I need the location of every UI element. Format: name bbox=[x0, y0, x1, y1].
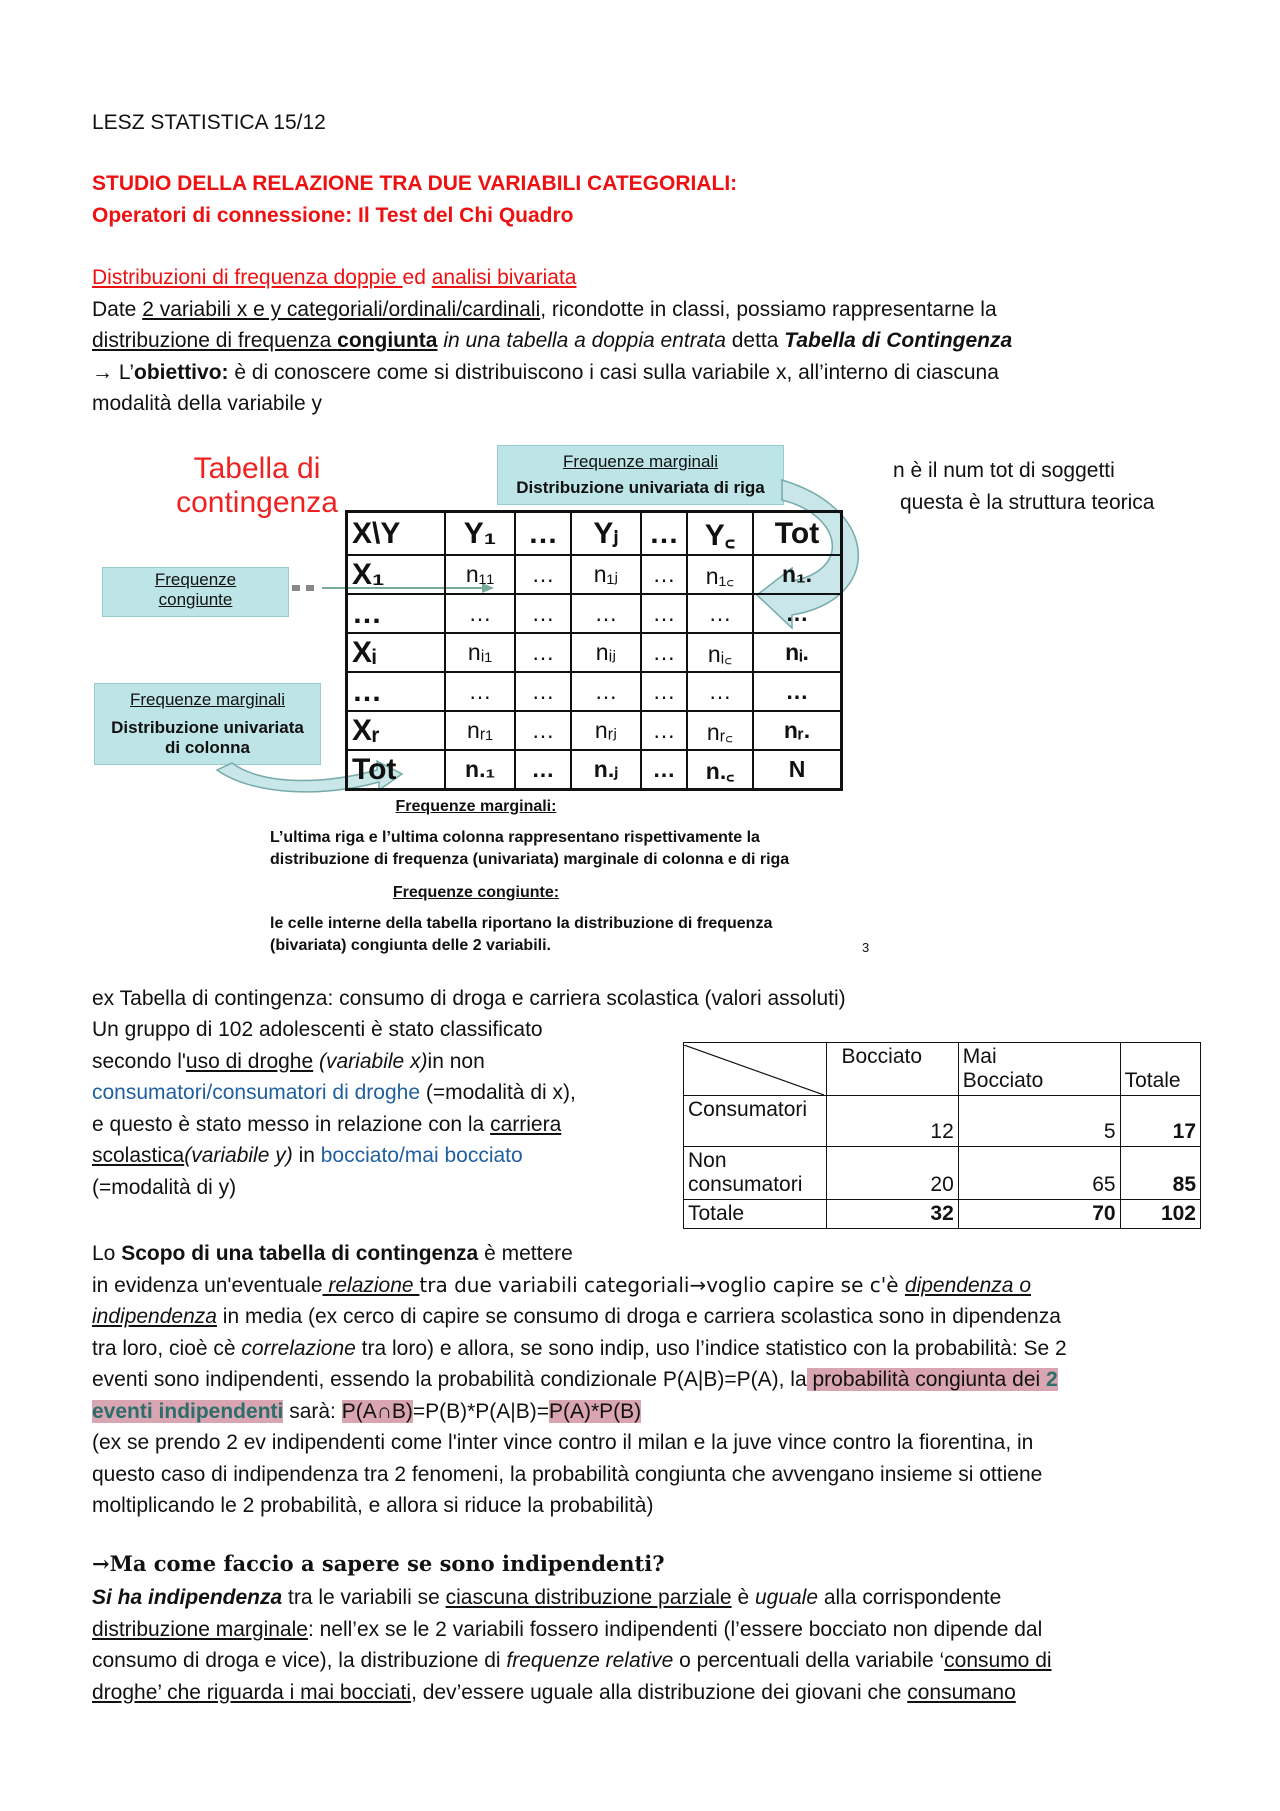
example-title: ex Tabella di contingenza: consumo di droga e carriera scolastica (valori assoluti) bbox=[92, 987, 846, 1010]
table-header-cell: Yⱼ bbox=[571, 512, 641, 556]
table-cell: … bbox=[445, 594, 515, 633]
cell-value: 20 bbox=[827, 1147, 958, 1200]
section-title: STUDIO DELLA RELAZIONE TRA DUE VARIABILI CATEGORIALI: bbox=[92, 172, 738, 195]
table-cell: … bbox=[515, 750, 571, 790]
cell-total: 85 bbox=[1120, 1147, 1200, 1200]
table-cell: nᵣ. bbox=[753, 711, 842, 750]
intro-line-4: modalità della variabile y bbox=[92, 392, 322, 415]
table-header-cell: Tot bbox=[753, 512, 842, 556]
table-cell: n.₁ bbox=[445, 750, 515, 790]
box-marginal-column: Frequenze marginali Distribuzione univariata di colonna bbox=[94, 683, 321, 765]
slide-figure bbox=[92, 440, 882, 970]
doc-header: LESZ STATISTICA 15/12 bbox=[92, 111, 326, 134]
table-row bbox=[347, 512, 842, 556]
cell-total: 32 bbox=[827, 1200, 958, 1229]
intro-paragraph bbox=[92, 262, 1212, 420]
table-cell: nᵢⱼ bbox=[571, 633, 641, 672]
table-cell: … bbox=[753, 594, 842, 633]
table-cell: … bbox=[641, 633, 687, 672]
intro-line-2: distribuzione di frequenza congiunta in una tabella a doppia entrata detta Tabella di Contingenza bbox=[92, 329, 1013, 352]
table-row bbox=[347, 750, 842, 790]
header-bocciato: Bocciato bbox=[827, 1043, 958, 1096]
table-cell: n.ⱼ bbox=[571, 750, 641, 790]
table-cell: Tot bbox=[347, 750, 446, 790]
table-cell: n₁ⱼ bbox=[571, 555, 641, 594]
table-cell: … bbox=[641, 672, 687, 711]
table-cell: … bbox=[641, 750, 687, 790]
header-totale: Totale bbox=[1120, 1043, 1200, 1096]
table-header-cell: … bbox=[641, 512, 687, 556]
table-cell: … bbox=[515, 711, 571, 750]
table-cell: … bbox=[445, 672, 515, 711]
table-cell: … bbox=[641, 594, 687, 633]
table-cell: … bbox=[515, 672, 571, 711]
table-cell: nᵢ꜀ bbox=[687, 633, 753, 672]
table-cell: N bbox=[753, 750, 842, 790]
table-header-cell: Y꜀ bbox=[687, 512, 753, 556]
section-subtitle: Operatori di connessione: Il Test del Chi Quadro bbox=[92, 204, 574, 227]
table-cell: n.꜀ bbox=[687, 750, 753, 790]
table-cell: Xᵣ bbox=[347, 711, 446, 750]
table-cell: nᵣ₁ bbox=[445, 711, 515, 750]
example-table bbox=[683, 1042, 1201, 1229]
cell-value: 65 bbox=[958, 1147, 1120, 1200]
table-cell: … bbox=[347, 594, 446, 633]
table-cell: … bbox=[347, 672, 446, 711]
table-row bbox=[347, 633, 842, 672]
note-heading-marginal: Frequenze marginali: bbox=[395, 798, 557, 815]
row-label-consumatori: Consumatori bbox=[684, 1096, 827, 1147]
note-marginal-text: L’ultima riga e l’ultima colonna rappresentano rispettivamente la distribuzione di frequenza (univariata) marginale di colonna e di riga bbox=[270, 829, 790, 868]
independence-question: →Ma come faccio a sapere se sono indipendenti? bbox=[92, 1551, 665, 1576]
intro-line-1: Date 2 variabili x e y categoriali/ordinali/cardinali, ricondotte in classi, possiamo rappresentarne la bbox=[92, 297, 997, 321]
corner-cell bbox=[684, 1043, 827, 1096]
cell-value: 12 bbox=[827, 1096, 958, 1147]
theory-contingency-table bbox=[345, 510, 843, 791]
table-row bbox=[684, 1096, 1201, 1147]
table-row bbox=[684, 1200, 1201, 1229]
table-cell: X₁ bbox=[347, 555, 446, 594]
table-cell: nᵣ꜀ bbox=[687, 711, 753, 750]
side-note-structure: questa è la struttura teorica bbox=[900, 491, 1155, 514]
cell-grand-total: 102 bbox=[1120, 1200, 1200, 1229]
table-cell: … bbox=[753, 672, 842, 711]
example-description: Un gruppo di 102 adolescenti è stato classificato secondo l'uso di droghe (variabile x)in non consumatori/consumatori di droghe (=modalità di x), e questo è stato messo in relazione con la carriera scolastica(variabile y) in bocciato/mai bocciato (=modalità di y) bbox=[92, 1018, 576, 1199]
side-note-total: n è il num tot di soggetti bbox=[893, 459, 1115, 482]
table-cell: n₁. bbox=[753, 555, 842, 594]
table-header-cell: Y₁ bbox=[445, 512, 515, 556]
note-heading-joint: Frequenze congiunte: bbox=[392, 884, 560, 901]
diagonal-line bbox=[684, 1045, 824, 1095]
independence-paragraph: Si ha indipendenza tra le variabili se ciascuna distribuzione parziale è uguale alla corrispondente distribuzione marginale: nell’ex se le 2 variabili fossero indipendenti (l’essere bocciato non dipende dal consumo di droga e vice), la distribuzione di frequenze relative o percentuali della variabile ‘consumo di droghe’ che riguarda i mai bocciati, dev’essere uguale alla distribuzione dei giovani che consumano bbox=[92, 1586, 1052, 1704]
note-joint-text: le celle interne della tabella riportano la distribuzione di frequenza (bivariata) congiunta delle 2 variabili. bbox=[270, 915, 773, 954]
table-cell: … bbox=[641, 711, 687, 750]
table-cell: nᵣⱼ bbox=[571, 711, 641, 750]
cell-value: 5 bbox=[958, 1096, 1120, 1147]
table-cell: n₁₁ bbox=[445, 555, 515, 594]
dash-mark-2 bbox=[306, 585, 314, 591]
table-row bbox=[347, 672, 842, 711]
slide-title: Tabella di contingenza bbox=[176, 452, 338, 519]
table-cell: n₁꜀ bbox=[687, 555, 753, 594]
table-cell: … bbox=[687, 594, 753, 633]
table-cell: nᵢ. bbox=[753, 633, 842, 672]
table-cell: … bbox=[515, 555, 571, 594]
table-cell: … bbox=[641, 555, 687, 594]
table-header-cell: X\Y bbox=[347, 512, 446, 556]
cell-total: 70 bbox=[958, 1200, 1120, 1229]
table-cell: nᵢ₁ bbox=[445, 633, 515, 672]
table-row bbox=[684, 1147, 1201, 1200]
box-marginal-row: Frequenze marginali Distribuzione univariata di riga bbox=[497, 445, 784, 505]
dash-mark-1 bbox=[292, 585, 300, 591]
table-cell: … bbox=[515, 633, 571, 672]
table-cell: … bbox=[571, 594, 641, 633]
table-cell: … bbox=[515, 594, 571, 633]
table-row bbox=[347, 711, 842, 750]
table-cell: Xᵢ bbox=[347, 633, 446, 672]
table-row bbox=[347, 594, 842, 633]
table-header-cell: … bbox=[515, 512, 571, 556]
table-cell: … bbox=[571, 672, 641, 711]
table-cell: … bbox=[687, 672, 753, 711]
row-label-totale: Totale bbox=[684, 1200, 827, 1229]
table-row bbox=[347, 555, 842, 594]
row-label-non-consumatori: Non consumatori bbox=[684, 1147, 827, 1200]
slide-page-number: 3 bbox=[862, 940, 870, 955]
scope-paragraph: Lo Scopo di una tabella di contingenza è mettere in evidenza un'eventuale relazione tra due variabili categoriali→voglio capire se c'è dipendenza o indipendenza in media (ex cerco di capire se consumo di droga e carriera scolastica sono in dipendenza tra loro, cioè cè correlazione tra loro) e allora, se sono indip, uso l’indice statistico con la probabilità: Se 2 eventi sono indipendenti, essendo la probabilità condizionale P(A|B)=P(A), la probabilità congiunta dei 2 eventi indipendenti sarà: P(A∩B)=P(B)*P(A|B)=P(A)*P(B) (ex se prendo 2 ev indipendenti come l'inter vince contro il milan e la juve vince contro la fiorentina, in questo caso di indipendenza tra 2 fenomeni, la probabilità congiunta che avvengano insieme si ottiene moltiplicando le 2 probabilità, e allora si riduce la probabilità) bbox=[92, 1242, 1067, 1517]
table-row bbox=[684, 1043, 1201, 1096]
header-mai-bocciato: Mai Bocciato bbox=[958, 1043, 1120, 1096]
cell-total: 17 bbox=[1120, 1096, 1200, 1147]
box-joint-frequencies: Frequenze congiunte bbox=[102, 567, 289, 617]
intro-line-3: → L’obiettivo: è di conoscere come si distribuiscono i casi sulla variabile x, all’interno di ciascuna bbox=[92, 360, 999, 384]
intro-heading: Distribuzioni di frequenza doppie ed analisi bivariata bbox=[92, 266, 577, 289]
